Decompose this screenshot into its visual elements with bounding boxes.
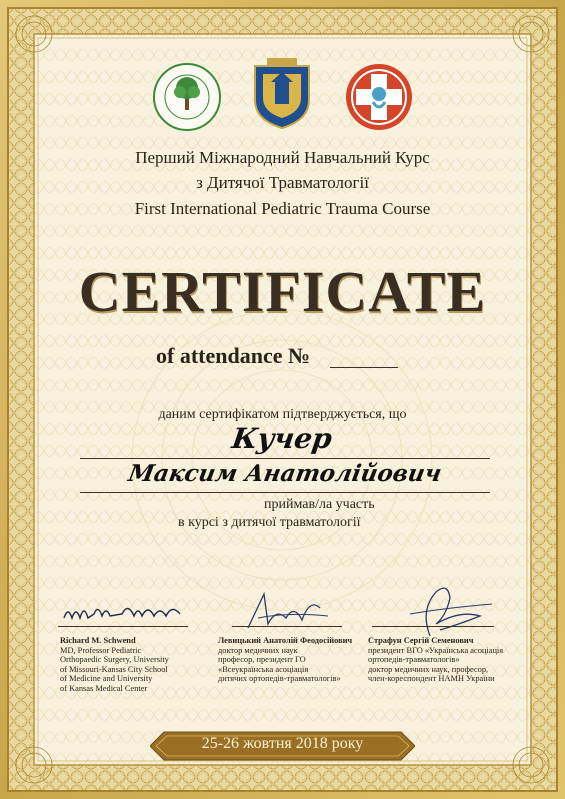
attendance-number-line (330, 367, 398, 368)
signatory-line: Orthopaedic Surgery, University (60, 655, 169, 665)
signatory-schwend (60, 636, 169, 694)
signatory-line: президент ВГО «Українська асоціація (368, 645, 504, 655)
signatory-line: дитячих ортопедів-травматологів» (218, 674, 341, 684)
signatory-line: Richard M. Schwend (60, 636, 136, 645)
signatory-line: член-кореспондент НАМН України (368, 674, 495, 684)
surname-line (80, 458, 490, 459)
signatory-line: of Medicine and University (60, 674, 153, 684)
university-crest-logo (247, 56, 317, 130)
signatory-levytskyi (218, 636, 352, 684)
signatory-line: доктор медичних наук (218, 645, 298, 655)
confirmation-text: даним сертифікатом підтверджується, що (158, 407, 407, 422)
signatory-strafun (368, 636, 503, 684)
date-text: 25-26 жовтня 2018 року (201, 735, 364, 752)
course-title-ua-line2: з Дитячої Травматології (196, 173, 369, 192)
course-title-en: First International Pediatric Trauma Course (134, 199, 431, 218)
participation-text-2: в курсі з дитячої травматології (178, 515, 361, 530)
signatory-line: MD, Professor Pediatric (60, 645, 142, 655)
ortho-association-logo (152, 62, 222, 132)
signatory-line: «Всеукраїнська асоціація (218, 664, 309, 674)
handwritten-given-names: Максим Анатолійович (126, 460, 444, 487)
signatory-line: Страфун Сергій Семенович (368, 636, 474, 645)
signatory-line: професор, президент ГО (218, 655, 306, 665)
signature-line-1 (58, 626, 188, 627)
course-title-ua-line1: Перший Міжнародний Навчальний Курс (135, 148, 430, 167)
strafun-signature (390, 580, 500, 640)
given-names-line (80, 492, 490, 493)
signatory-line: of Kansas Medical Center (60, 683, 148, 693)
signature-line-3 (372, 626, 494, 627)
handwritten-surname: Кучер (229, 422, 335, 455)
signatory-line: доктор медичних наук, професор, (368, 664, 489, 674)
signatory-line: ортопедів-травматологів» (368, 655, 460, 665)
attendance-label: of attendance № (156, 343, 311, 368)
signature-line-2 (232, 626, 342, 627)
signatory-line: of Missouri-Kansas City School (60, 664, 168, 674)
certificate-title: CERTIFICATE (78, 259, 487, 324)
levytskyi-signature (228, 588, 338, 636)
signatory-line: Левицький Анатолій Феодосійович (218, 636, 353, 645)
participation-text-1: приймав/ла участь (264, 497, 375, 512)
trauma-association-logo (344, 62, 414, 132)
